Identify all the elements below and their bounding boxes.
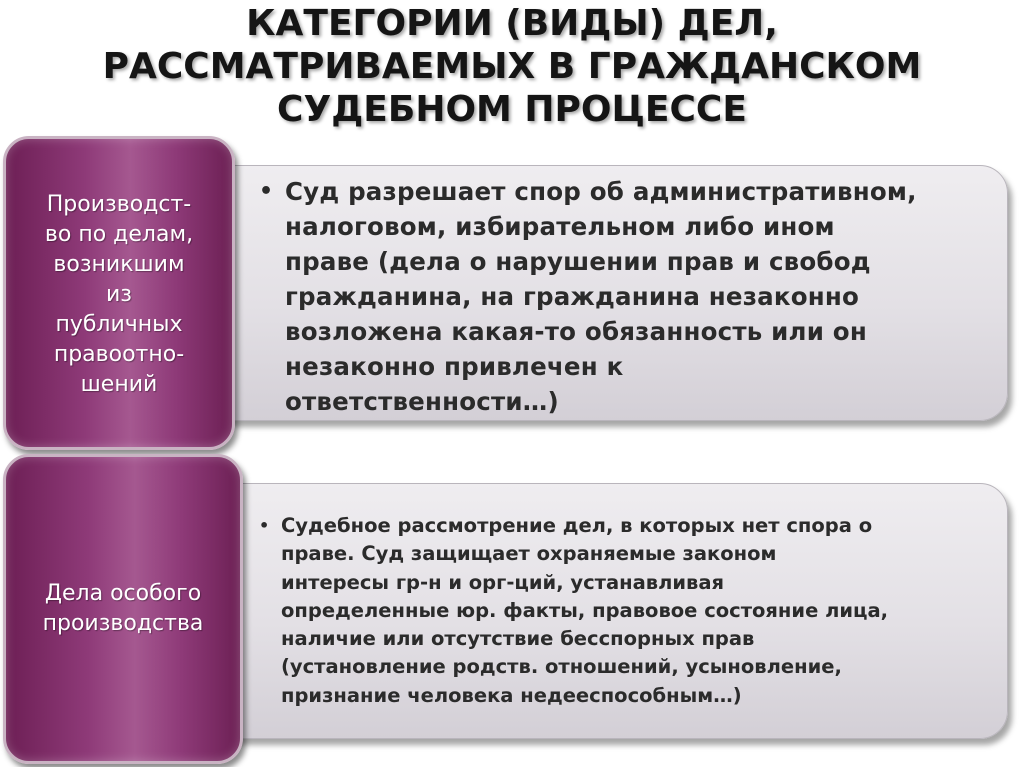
- category-box-public-law: [3, 136, 235, 450]
- bullet-icon: •: [259, 179, 274, 204]
- description-line: интересы гр-н и орг-ций, устанавливая: [281, 570, 725, 594]
- description-line: определенные юр. факты, правовое состояние лица,: [281, 598, 889, 622]
- description-box-special-proceedings: [188, 483, 1008, 739]
- description-line: праве (дела о нарушении прав и свобод: [285, 247, 871, 276]
- description-item: [259, 512, 997, 710]
- title-line-2: РАССМАТРИВАЕМЫХ В ГРАЖДАНСКОМ: [102, 46, 922, 87]
- description-line: ответственности…): [285, 387, 559, 416]
- category-label: Производст- во по делам, возникшим из публичных правоотно- шений: [44, 192, 194, 397]
- category-label: Дела особого производства: [42, 581, 204, 636]
- description-item: [259, 174, 1001, 419]
- description-line: праве. Суд защищает охраняемые законом: [281, 542, 777, 566]
- slide-title: [0, 2, 1024, 131]
- description-line: незаконно привлечен к: [285, 352, 624, 381]
- title-line-1: КАТЕГОРИИ (ВИДЫ) ДЕЛ,: [246, 3, 778, 44]
- description-box-public-law: [188, 165, 1008, 421]
- description-line: Судебное рассмотрение дел, в которых нет спора о: [281, 514, 873, 537]
- description-line: гражданина, на гражданина незаконно: [285, 282, 860, 311]
- description-line: налоговом, избирательном либо ином: [285, 212, 835, 241]
- description-line: наличие или отсутствие бесспорных прав: [281, 627, 755, 651]
- category-box-special-proceedings: [3, 454, 243, 764]
- title-line-3: СУДЕБНОМ ПРОЦЕССЕ: [277, 89, 747, 130]
- description-line: Суд разрешает спор об административном,: [285, 177, 917, 206]
- description-list: [259, 174, 1001, 419]
- description-line: возложена какая-то обязанность или он: [285, 317, 867, 346]
- bullet-icon: •: [259, 516, 270, 535]
- description-line: (установление родств. отношений, усыновление,: [281, 655, 842, 679]
- description-line: признание человека недееспособным…): [281, 683, 742, 707]
- description-list: [259, 512, 997, 710]
